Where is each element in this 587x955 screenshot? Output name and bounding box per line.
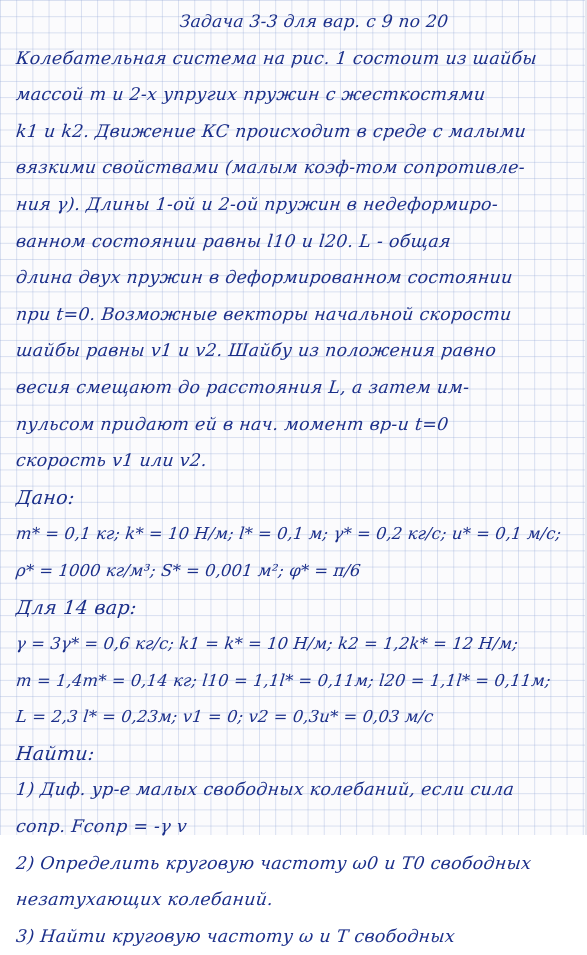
find-line: незатухающих колебаний.	[14, 890, 275, 911]
variant-line: m = 1,4m* = 0,14 кг; l10 = 1,1l* = 0,11м; l20 = 1,1l* = 0,11м;	[15, 670, 552, 690]
find-line: 1) Диф. ур-е малых свободных колебаний, если сила	[14, 780, 516, 801]
variant-line: L = 2,3 l* = 0,23м; v1 = 0; v2 = 0,3u* = 0,03 м/с	[15, 707, 435, 727]
paragraph-line: ния γ). Длины 1-ой и 2-ой пружин в недеформиро-	[14, 194, 500, 215]
handwritten-text	[16, 4, 582, 955]
paragraph-line: вязкими свойствами (малым коэф-том сопротивле-	[14, 158, 526, 179]
paragraph-line: скорость v1 или v2.	[14, 451, 209, 472]
given-line: ρ* = 1000 кг/м³; S* = 0,001 м²; φ* = π/6	[15, 560, 362, 580]
given-heading: Дано:	[14, 486, 76, 509]
variant-line: γ = 3γ* = 0,6 кг/с; k1 = k* = 10 Н/м; k2 = 1,2k* = 12 Н/м;	[15, 634, 520, 654]
variant-heading: Для 14 вар:	[14, 596, 138, 619]
paragraph-line: ванном состоянии равны l10 и l20. L - общая	[14, 231, 452, 252]
paragraph-line: массой m и 2-х упругих пружин с жесткостями	[14, 85, 487, 106]
paragraph-line: длина двух пружин в деформированном состоянии	[14, 268, 514, 289]
paragraph-line: пульсом придают ей в нач. момент вр-и t=0	[14, 414, 450, 435]
find-line: 2) Определить круговую частоту ω0 и T0 свободных	[14, 853, 533, 874]
find-heading: Найти:	[14, 742, 96, 765]
find-line: 3) Найти круговую частоту ω и T свободных	[14, 926, 457, 947]
paragraph-line: Колебательная система на рис. 1 состоит из шайбы	[14, 48, 538, 69]
paragraph-line: k1 и k2. Движение КС происходит в среде с малыми	[14, 121, 528, 142]
problem-title: Задача 3-3 для вар. с 9 по 20	[178, 12, 450, 32]
paragraph-line: шайбы равны v1 и v2. Шайбу из положения равно	[14, 341, 498, 362]
given-line: m* = 0,1 кг; k* = 10 Н/м; l* = 0,1 м; γ* = 0,2 кг/с; u* = 0,1 м/с;	[15, 524, 563, 544]
paragraph-line: при t=0. Возможные векторы начальной скорости	[14, 304, 513, 325]
paragraph-line: весия смещают до расстояния L, а затем им-	[14, 377, 471, 398]
find-line: сопр. Fсопр = -γ v	[14, 817, 188, 838]
